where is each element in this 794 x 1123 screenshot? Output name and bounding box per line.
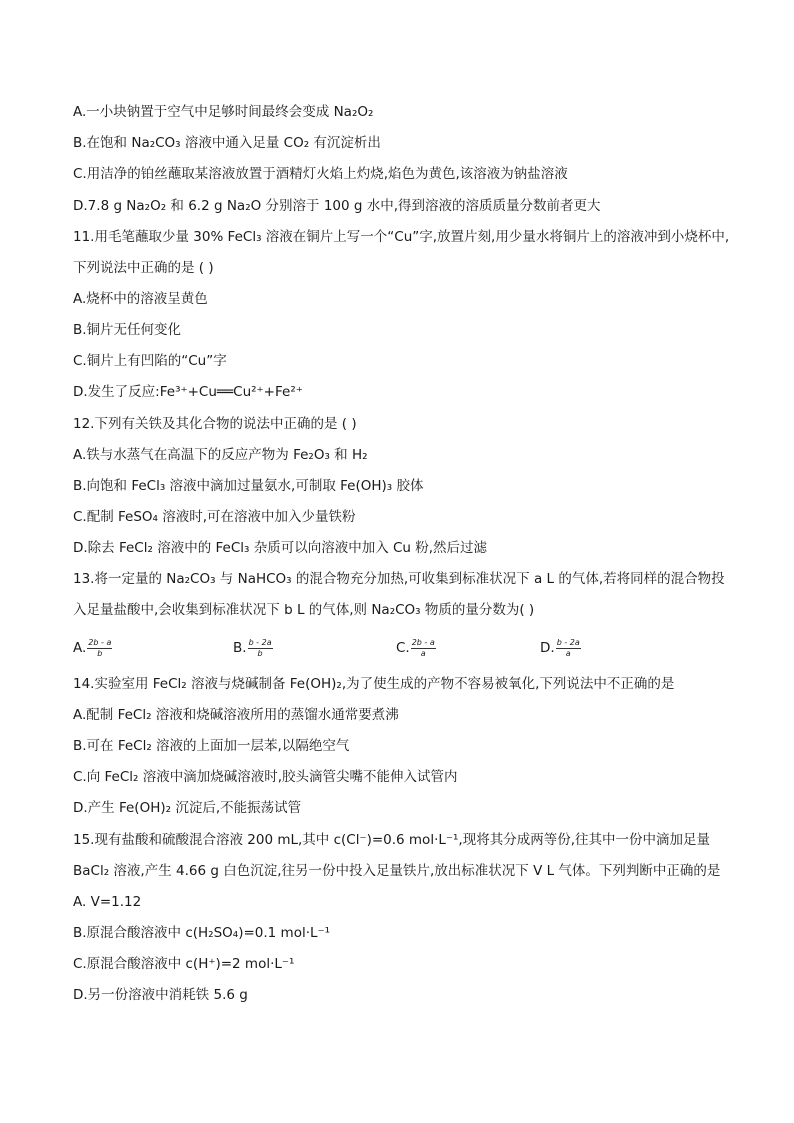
fraction-denominator: b [257,648,263,658]
option-label: A. [73,640,87,656]
question-12-option-b: B.向饱和 FeCl₃ 溶液中滴加过量氨水,可制取 Fe(OH)₃ 胶体 [73,478,424,494]
question-13-option-a [73,635,112,661]
question-11-stem-2: 下列说法中正确的是 ( ) [73,260,214,276]
fraction-numerator: b - 2a [556,637,580,647]
question-11-option-a: A.烧杯中的溶液呈黄色 [73,291,208,307]
question-15-option-d: D.另一份溶液中消耗铁 5.6 g [73,987,248,1003]
fraction-numerator: 2b - a [88,637,112,647]
question-15-stem-1: 15.现有盐酸和硫酸混合溶液 200 mL,其中 c(Cl⁻)=0.6 mol·L⁻¹,现将其分成两等份,往其中一份中滴加足量 [73,832,710,848]
fraction-denominator: a [420,648,426,658]
question-11-option-d: D.发生了反应:Fe³⁺+Cu══Cu²⁺+Fe²⁺ [73,384,303,400]
fraction [556,638,581,659]
question-14-option-c: C.向 FeCl₂ 溶液中滴加烧碱溶液时,胶头滴管尖嘴不能伸入试管内 [73,769,458,785]
line-10c: C.用洁净的铂丝蘸取某溶液放置于酒精灯火焰上灼烧,焰色为黄色,该溶液为钠盐溶液 [73,166,568,182]
fraction [411,638,436,659]
line-10a: A.一小块钠置于空气中足够时间最终会变成 Na₂O₂ [73,104,374,120]
question-12-option-a: A.铁与水蒸气在高温下的反应产物为 Fe₂O₃ 和 H₂ [73,447,368,463]
question-11-option-c: C.铜片上有凹陷的“Cu”字 [73,353,227,369]
fraction-denominator: a [565,648,571,658]
option-label: B. [233,640,247,656]
question-15-option-b: B.原混合酸溶液中 c(H₂SO₄)=0.1 mol·L⁻¹ [73,925,331,941]
question-12-option-c: C.配制 FeSO₄ 溶液时,可在溶液中加入少量铁粉 [73,509,356,525]
question-14-option-a: A.配制 FeCl₂ 溶液和烧碱溶液所用的蒸馏水通常要煮沸 [73,707,399,723]
fraction-denominator: b [97,648,103,658]
question-11-option-b: B.铜片无任何变化 [73,322,182,338]
question-11-stem-1: 11.用毛笔蘸取少量 30% FeCl₃ 溶液在铜片上写一个“Cu”字,放置片刻,用少量水将铜片上的溶液冲到小烧杯中, [73,229,730,245]
question-15-option-c: C.原混合酸溶液中 c(H⁺)=2 mol·L⁻¹ [73,956,295,972]
question-15-option-a: A. V=1.12 [73,894,142,910]
question-12-option-d: D.除去 FeCl₂ 溶液中的 FeCl₃ 杂质可以向溶液中加入 Cu 粉,然后过滤 [73,540,488,556]
question-13-option-c [396,635,436,661]
question-13-stem-1: 13.将一定量的 Na₂CO₃ 与 NaHCO₃ 的混合物充分加热,可收集到标准状况下 a L 的气体,若将同样的混合物投 [73,571,725,587]
fraction-numerator: b - 2a [248,637,272,647]
line-10b: B.在饱和 Na₂CO₃ 溶液中通入足量 CO₂ 有沉淀析出 [73,135,381,151]
fraction-numerator: 2b - a [411,637,435,647]
question-12-stem: 12.下列有关铁及其化合物的说法中正确的是 ( ) [73,416,357,432]
option-label: C. [396,640,410,656]
fraction [87,638,112,659]
question-13-option-b [233,635,273,661]
option-label: D. [540,640,555,656]
question-14-stem: 14.实验室用 FeCl₂ 溶液与烧碱制备 Fe(OH)₂,为了使生成的产物不容易被氧化,下列说法中不正确的是 [73,676,675,692]
question-13-option-d [540,635,581,661]
question-13-stem-2: 入足量盐酸中,会收集到标准状况下 b L 的气体,则 Na₂CO₃ 物质的量分数为( ) [73,602,535,618]
question-15-stem-2: BaCl₂ 溶液,产生 4.66 g 白色沉淀,往另一份中投入足量铁片,放出标准状况下 V L 气体。下列判断中正确的是 [73,863,721,879]
question-14-option-b: B.可在 FeCl₂ 溶液的上面加一层苯,以隔绝空气 [73,738,350,754]
line-10d: D.7.8 g Na₂O₂ 和 6.2 g Na₂O 分别溶于 100 g 水中,得到溶液的溶质质量分数前者更大 [73,198,601,214]
fraction [248,638,273,659]
question-14-option-d: D.产生 Fe(OH)₂ 沉淀后,不能振荡试管 [73,800,302,816]
